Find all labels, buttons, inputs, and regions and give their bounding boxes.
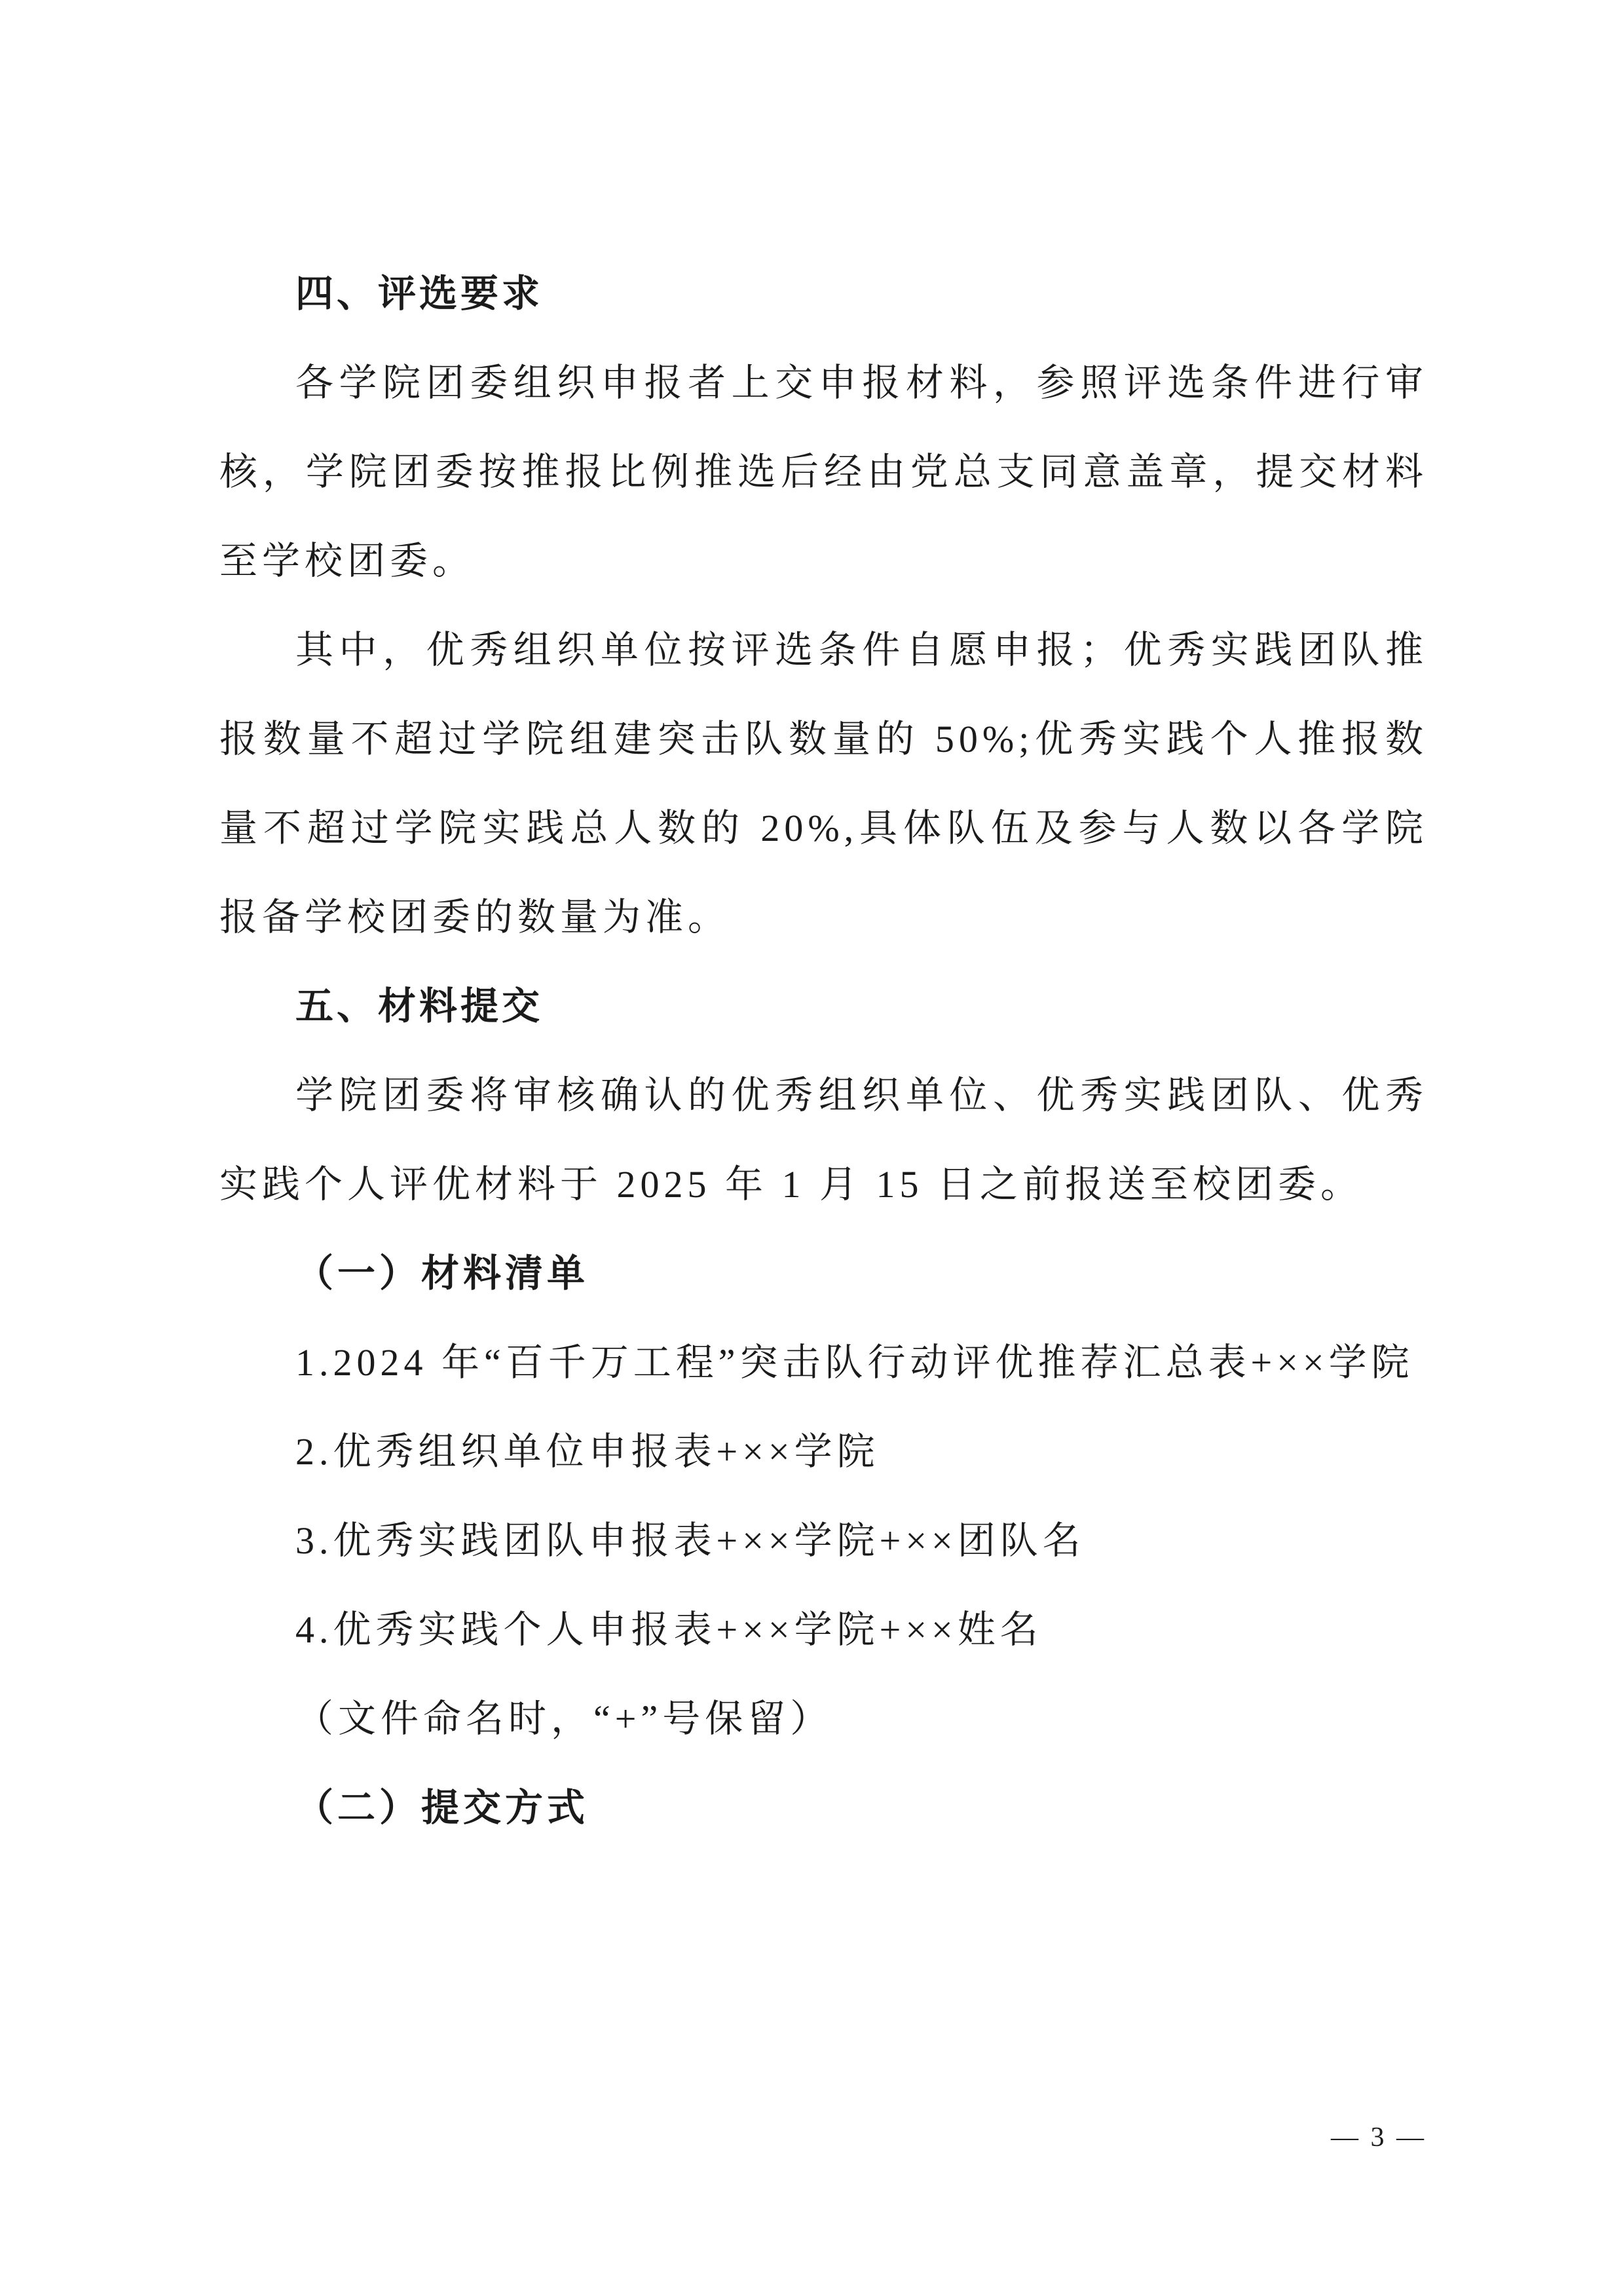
list-item-summary-table: 1.2024 年“百千万工程”突击队行动评优推荐汇总表+××学院	[295, 1341, 1414, 1384]
subsection-heading-material-list: （一）材料清单	[295, 1252, 589, 1295]
list-item-team-form: 3.优秀实践团队申报表+××学院+××团队名	[295, 1519, 1085, 1562]
filename-note: （文件命名时，“+”号保留）	[295, 1697, 833, 1740]
document-content	[219, 250, 1428, 1853]
section-heading-five: 五、材料提交	[295, 985, 544, 1028]
list-item-org-unit-form: 2.优秀组织单位申报表+××学院	[295, 1430, 880, 1473]
list-item-individual-form: 4.优秀实践个人申报表+××学院+××姓名	[295, 1608, 1043, 1651]
paragraph-review-process: 各学院团委组织申报者上交申报材料，参照评选条件进行审核，学院团委按推报比例推选后经由党总支同意盖章，提交材料至学校团委。	[219, 361, 1428, 582]
paragraph-submission-deadline: 学院团委将审核确认的优秀组织单位、优秀实践团队、优秀实践个人评优材料于 2025 年 1 月 15 日之前报送至校团委。	[219, 1074, 1428, 1206]
subsection-heading-submission-method: （二）提交方式	[295, 1787, 589, 1829]
paragraph-quota-limits: 其中，优秀组织单位按评选条件自愿申报；优秀实践团队推报数量不超过学院组建突击队数量的 50%;优秀实践个人推报数量不超过学院实践总人数的 20%,具体队伍及参与人数以各学院报备学校团委的数量为准。	[219, 629, 1428, 938]
page-number: — 3 —	[1331, 2122, 1427, 2153]
section-heading-four: 四、评选要求	[295, 272, 544, 315]
